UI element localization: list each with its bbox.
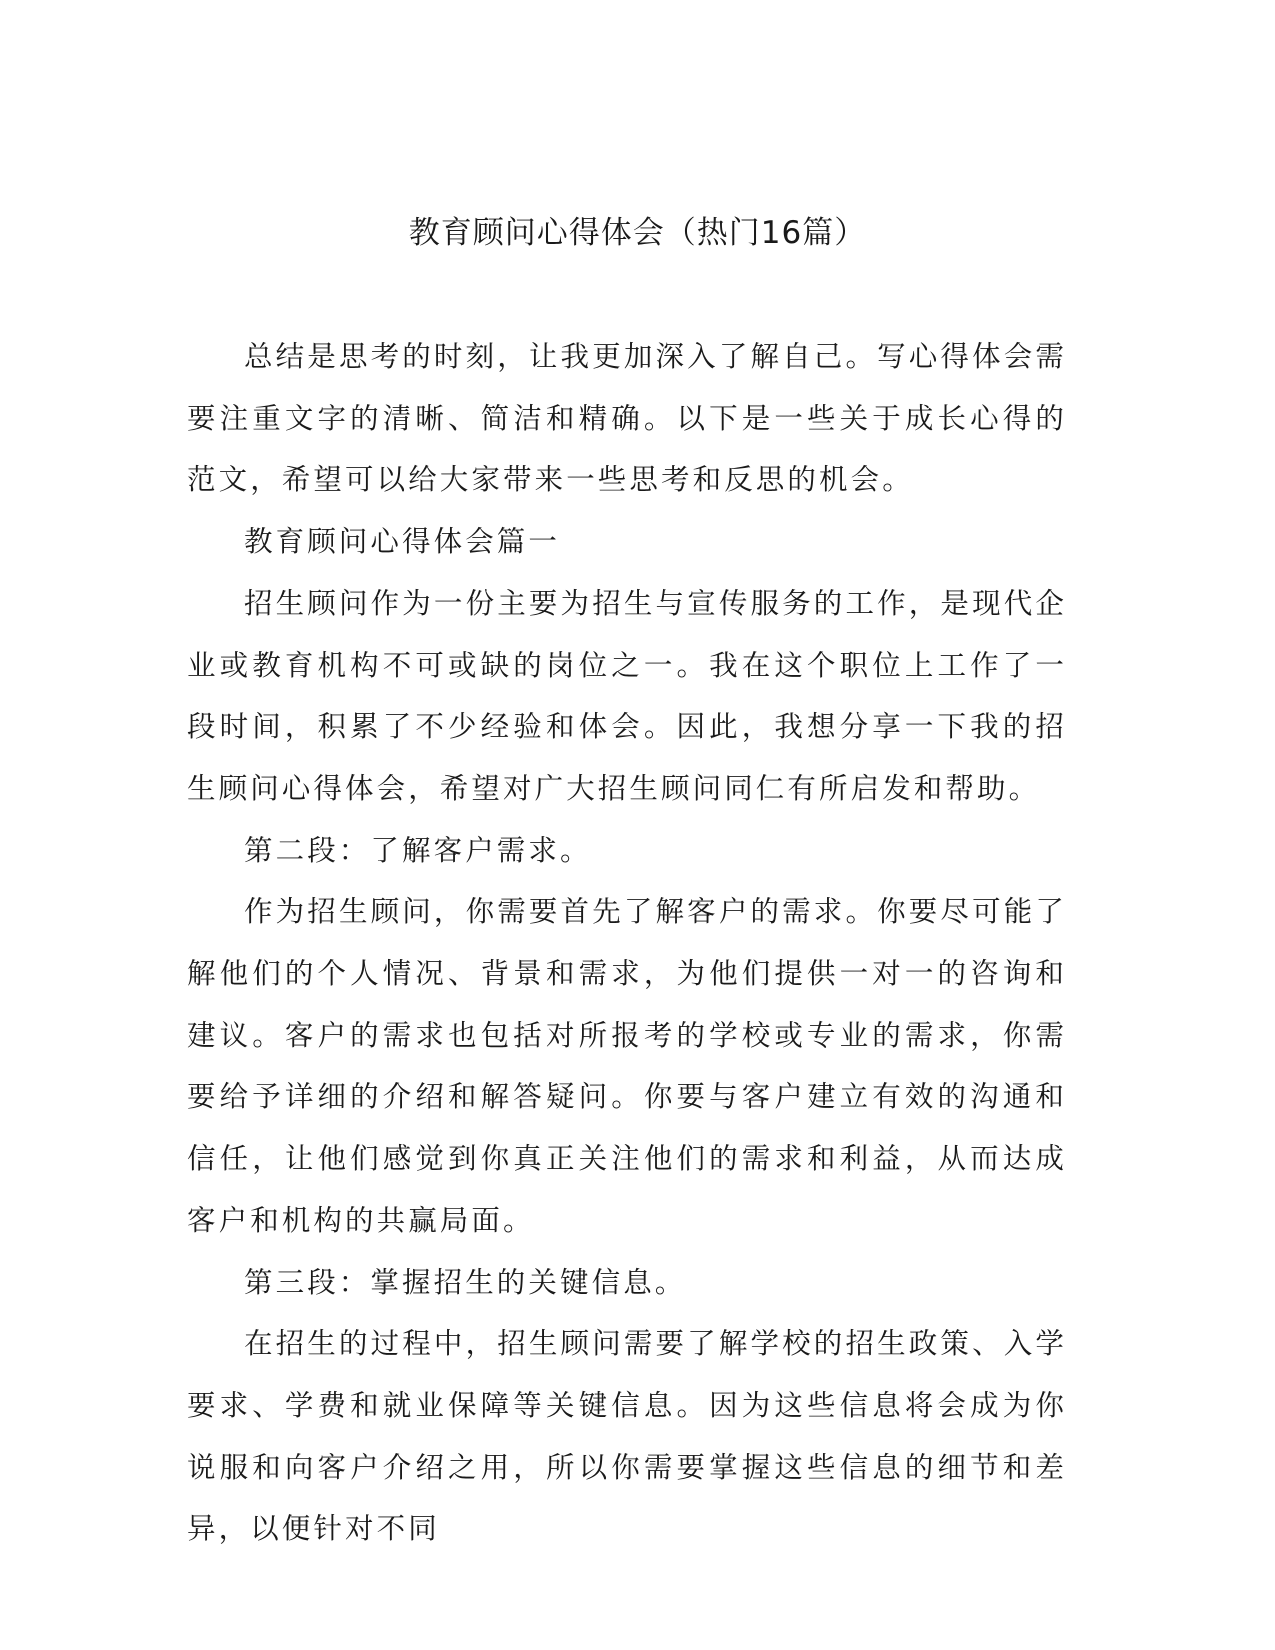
section-heading-third: 第三段：掌握招生的关键信息。 bbox=[244, 1265, 687, 1299]
document-body bbox=[187, 326, 1067, 1560]
intro-paragraph: 总结是思考的时刻，让我更加深入了解自己。写心得体会需要注重文字的清晰、简洁和精确。以下是一些关于成长心得的范文，希望可以给大家带来一些思考和反思的机会。 bbox=[187, 340, 1067, 497]
section-heading-part-one: 教育顾问心得体会篇一 bbox=[244, 525, 561, 559]
body-paragraph: 在招生的过程中，招生顾问需要了解学校的招生政策、入学要求、学费和就业保障等关键信息。因为这些信息将会成为你说服和向客户介绍之用，所以你需要掌握这些信息的细节和差异，以便针对不同 bbox=[187, 1327, 1067, 1546]
body-paragraph: 作为招生顾问，你需要首先了解客户的需求。你要尽可能了解他们的个人情况、背景和需求，为他们提供一对一的咨询和建议。客户的需求也包括对所报考的学校或专业的需求，你需要给予详细的介绍和解答疑问。你要与客户建立有效的沟通和信任，让他们感觉到你真正关注他们的需求和利益，从而达成客户和机构的共赢局面。 bbox=[187, 895, 1067, 1237]
document-title: 教育顾问心得体会（热门16篇） bbox=[408, 215, 867, 251]
body-paragraph: 招生顾问作为一份主要为招生与宣传服务的工作，是现代企业或教育机构不可或缺的岗位之一。我在这个职位上工作了一段时间，积累了不少经验和体会。因此，我想分享一下我的招生顾问心得体会，希望对广大招生顾问同仁有所启发和帮助。 bbox=[187, 586, 1067, 805]
section-heading-second: 第二段：了解客户需求。 bbox=[244, 833, 592, 867]
